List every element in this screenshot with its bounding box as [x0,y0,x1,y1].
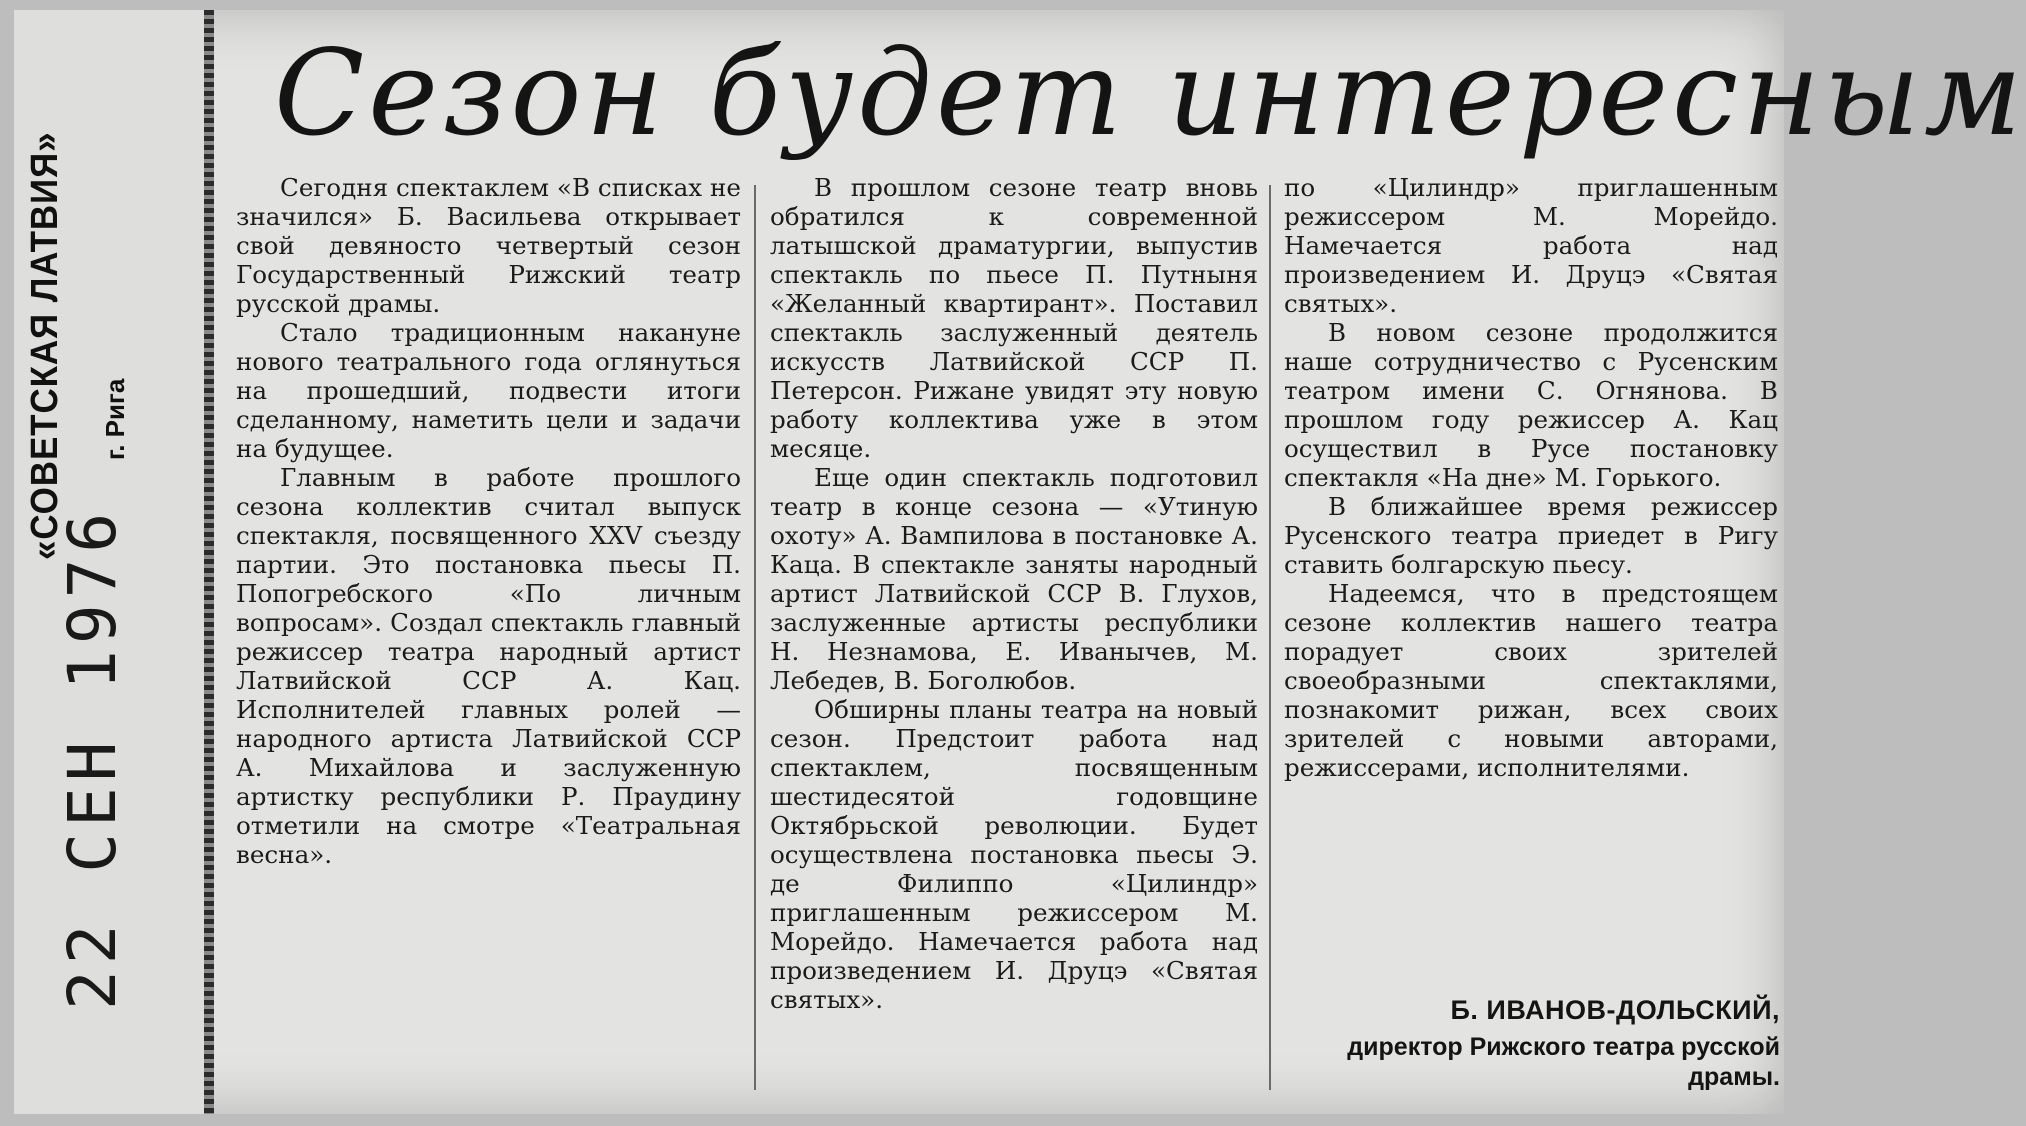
paragraph: Обширны планы театра на новый сезон. Предстоит работа над спектаклем, посвященным шестидесятой годовщине Октябрьской революции. Будет осуществлена постановка пьесы Э. де Филиппо «Цилиндр» приглашенным режиссером М. Морейдо. Намечается работа над произведением И. Друцэ «Святая святых». [770,695,1258,1014]
paragraph: Еще один спектакль подготовил театр в конце сезона — «Утиную охоту» А. Вампилова в постановке А. Каца. В спектакле заняты народный артист Латвийской ССР В. Глухов, заслуженные артисты республики Н. Незнамова, Е. Иванычев, М. Лебедев, В. Боголюбов. [770,463,1258,695]
paragraph: Стало традиционным накануне нового театрального года оглянуться на прошедший, подвести итоги сделанному, наметить цели и задачи на будущее. [236,318,741,463]
newspaper-city: г. Рига [100,378,130,460]
article-column-1 [236,173,741,869]
paragraph: по «Цилиндр» приглашенным режиссером М. Морейдо. Намечается работа над произведением И. Друцэ «Святая святых». [1284,173,1778,318]
paragraph: В новом сезоне продолжится наше сотрудничество с Русенским театром имени С. Огнянова. В прошлом году режиссер А. Кац осуществил в Русе постановку спектакля «На дне» М. Горького. [1284,318,1778,492]
newspaper-name: «СОВЕТСКАЯ ЛАТВИЯ» [24,131,66,560]
article-headline: Сезон будет интересным [274,24,2026,162]
article-column-3 [1284,173,1778,782]
column-divider [754,185,756,1090]
newspaper-clipping [14,10,2026,1114]
binding-edge [204,10,214,1114]
article-column-2 [770,173,1258,1014]
column-divider [1269,185,1271,1090]
paragraph: Надеемся, что в предстоящем сезоне коллектив нашего театра порадует своих зрителей своеобразными спектаклями, познакомит рижан, всех своих зрителей с новыми авторами, режиссерами, исполнителями. [1284,579,1778,782]
paragraph: Главным в работе прошлого сезона коллектив считал выпуск спектакля, посвященного XXV съезду партии. Это постановка пьесы П. Попогребского «По личным вопросам». Создал спектакль главный режиссер театра народный артист Латвийской ССР А. Кац. Исполнителей главных ролей — народного артиста Латвийской ССР А. Михайлова и заслуженную артистку республики Р. Праудину отметили на смотре «Театральная весна». [236,463,741,869]
date-stamp: 22 СЕН 1976 [54,506,131,1010]
paragraph: Сегодня спектаклем «В списках не значился» Б. Васильева открывает свой девяносто четвертый сезон Государственный Рижский театр русской драмы. [236,173,741,318]
paragraph: В ближайшее время режиссер Русенского театра приедет в Ригу ставить болгарскую пьесу. [1284,492,1778,579]
paragraph: В прошлом сезоне театр вновь обратился к современной латышской драматургии, выпустив спектакль по пьесе П. Путныня «Желанный квартирант». Поставил спектакль заслуженный деятель искусств Латвийской ССР П. Петерсон. Рижане увидят эту новую работу коллектива уже в этом месяце. [770,173,1258,463]
author-title: директор Рижского театра русской драмы. [1347,1033,1780,1091]
author-name: Б. ИВАНОВ-ДОЛЬСКИЙ, [1450,995,1780,1025]
